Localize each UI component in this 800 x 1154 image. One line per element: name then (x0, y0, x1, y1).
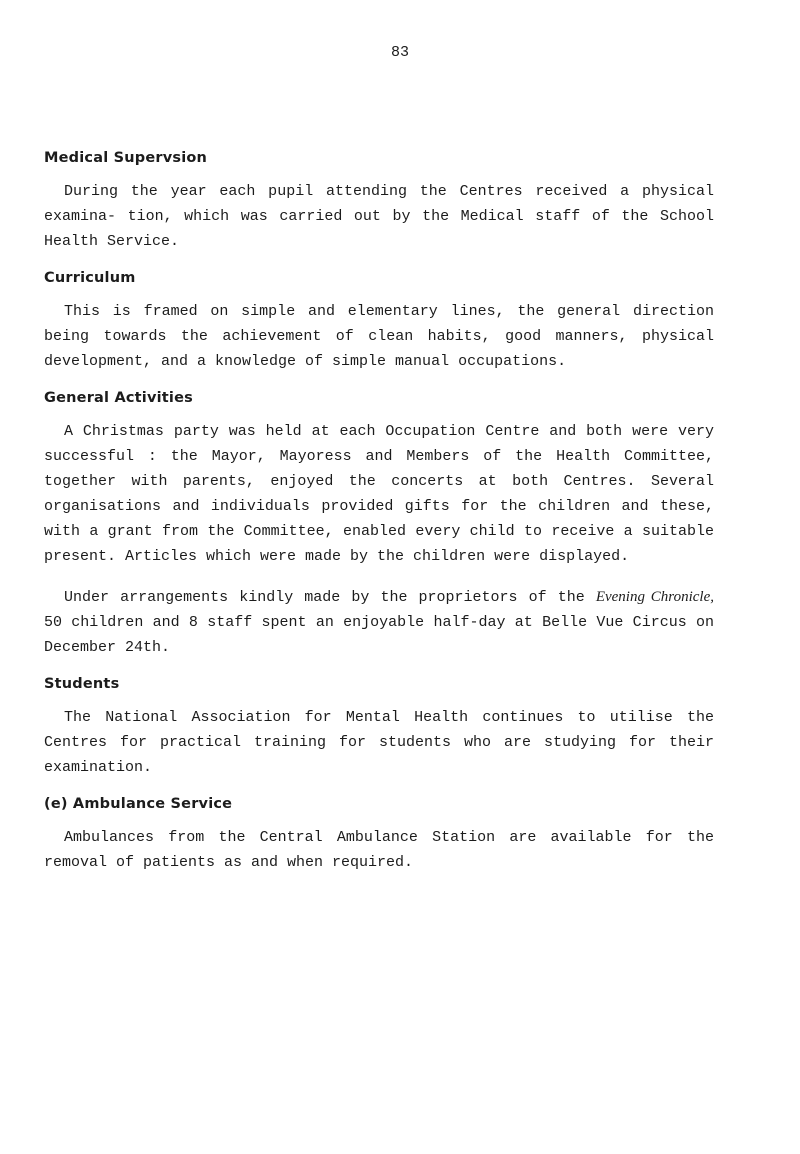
section-general-activities (44, 390, 714, 660)
section-curriculum (44, 270, 714, 374)
paragraph-students: The National Association for Mental Health continues to utilise the Centres for practical training for students who are studying for their examination. (44, 709, 714, 776)
page-number: 83 (390, 44, 409, 61)
section-students (44, 676, 714, 780)
paragraph-christmas-party: A Christmas party was held at each Occupation Centre and both were very successful : the Mayor, Mayoress and Members of the Health Committee, together with parents, enjoyed the concerts at both Centres. Several organisations and individuals provided gifts for the children and these, with a grant from the Committee, enabled every child to receive a suitable present. Articles which were made by the children were displayed. (44, 423, 714, 565)
heading-students: Students (44, 676, 120, 692)
circus-text-start: Under arrangements kindly made by the proprietors of the (64, 589, 596, 606)
heading-curriculum: Curriculum (44, 270, 136, 286)
newspaper-title: Evening Chronicle, (595, 589, 714, 605)
document-body (44, 150, 714, 891)
section-ambulance-service (44, 796, 714, 875)
heading-general-activities: General Activities (44, 390, 193, 406)
heading-ambulance-service: (e) Ambulance Service (44, 796, 233, 812)
paragraph-ambulance-service: Ambulances from the Central Ambulance Station are available for the removal of patients as and when required. (44, 829, 714, 871)
circus-text-end: 50 children and 8 staff spent an enjoyable half-day at Belle Vue Circus on December 24th. (44, 614, 714, 656)
paragraph-curriculum: This is framed on simple and elementary lines, the general direction being towards the achievement of clean habits, good manners, physical development, and a knowledge of simple manual occupations. (44, 303, 714, 370)
section-medical-supervision (44, 150, 714, 254)
heading-medical-supervision: Medical Supervsion (44, 150, 208, 166)
paragraph-circus-outing (44, 585, 714, 660)
paragraph-medical-supervision: During the year each pupil attending the Centres received a physical examina- tion, which was carried out by the Medical staff of the School Health Service. (44, 183, 714, 250)
